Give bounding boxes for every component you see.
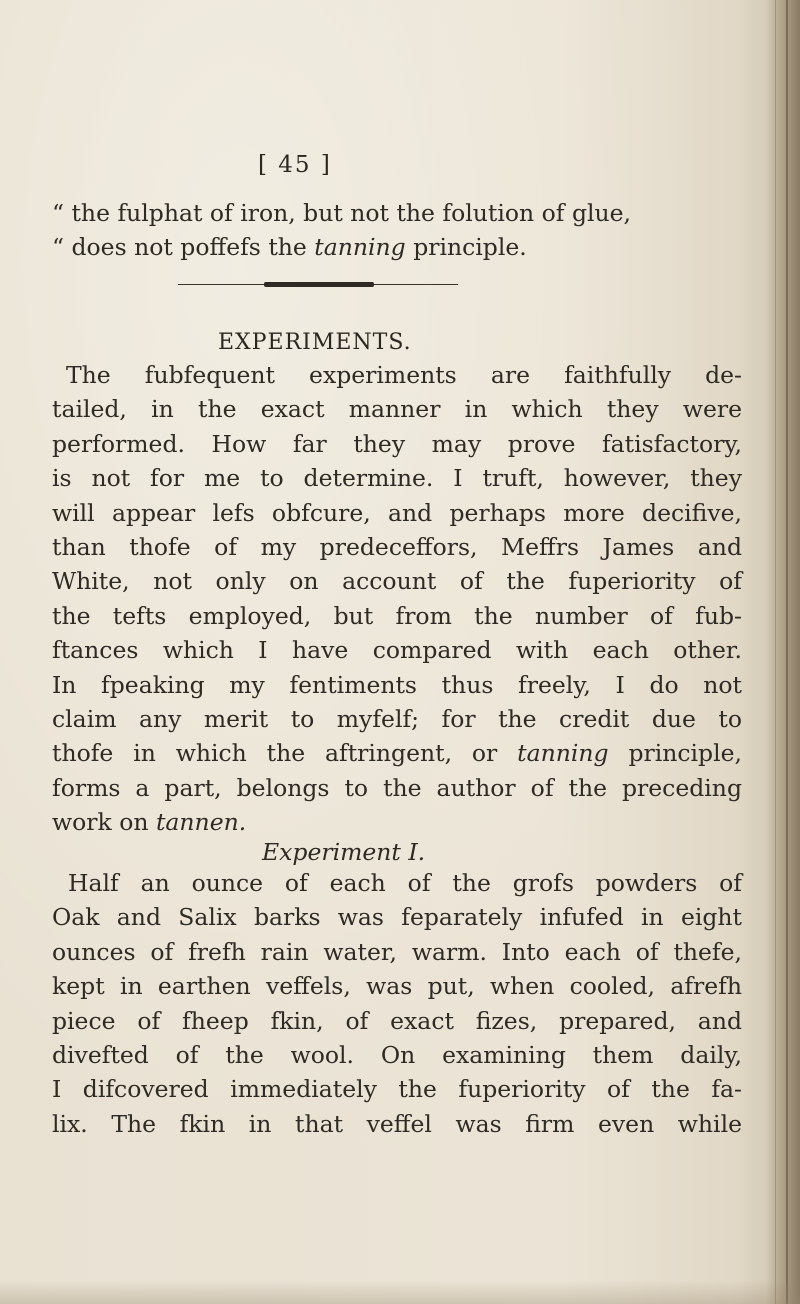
paragraph-line: Half an ounce of each of the grofs powders of — [68, 869, 742, 897]
divider-thick-rule — [264, 282, 374, 287]
paragraph-line: White, not only on account of the fuperiority of — [52, 567, 742, 596]
paragraph-line: kept in earthen veffels, was put, when cooled, afrefh — [52, 972, 742, 1001]
paragraph-line: than thofe of my predeceffors, Meffrs James and — [52, 533, 742, 562]
paragraph-line: claim any merit to myfelf; for the credit due to — [52, 705, 742, 734]
paragraph-line: Oak and Salix barks was feparately infufed in eight — [52, 903, 742, 932]
intro-line — [52, 230, 742, 264]
paragraph-line: ounces of frefh rain water, warm. Into each of thefe, — [52, 937, 742, 966]
intro-line: “ the fulphat of iron, but not the folution of glue, — [52, 199, 632, 227]
paragraph-text-segment: thofe in which the aftringent, or — [52, 739, 518, 768]
intro-text — [52, 196, 742, 265]
paragraph-line: the tefts employed, but from the number of fub- — [52, 601, 742, 630]
paragraph-line: divefted of the wool. On examining them daily, — [52, 1041, 742, 1070]
paragraph-italic-word: tannen. — [155, 808, 247, 837]
intro-italic-word: tanning — [314, 233, 406, 262]
paragraph-line: is not for me to determine. I truft, however, they — [52, 464, 742, 493]
intro-text-segment: “ does not poffefs the — [52, 233, 315, 262]
paragraph-line — [52, 805, 742, 839]
section-divider — [178, 282, 458, 288]
paragraph-line: ftances which I have compared with each other. — [52, 636, 742, 665]
gutter-fold-line — [775, 0, 776, 1304]
paragraph-line: In fpeaking my fentiments thus freely, I do not — [52, 670, 742, 699]
paragraph-line: forms a part, belongs to the author of the preceding — [52, 773, 742, 802]
experiment-heading: Experiment I. — [262, 838, 426, 866]
paragraph-line: will appear lefs obfcure, and perhaps more decifive, — [52, 498, 742, 527]
paragraph-experiment — [52, 866, 742, 1141]
paragraph-line: tailed, in the exact manner in which they were — [52, 395, 742, 424]
paragraph-line: lix. The fkin in that veffel was firm even while — [52, 1109, 742, 1138]
paragraph-line — [52, 736, 742, 770]
paragraph-text-segment: principle, — [608, 739, 742, 768]
section-heading: EXPERIMENTS. — [218, 330, 412, 355]
paragraph-italic-word: tanning — [517, 739, 609, 768]
page-bottom-edge — [0, 1280, 800, 1304]
page-number: [ 45 ] — [258, 152, 332, 178]
paragraph-text-segment: work on — [52, 808, 156, 837]
paragraph-line: performed. How far they may prove fatisfactory, — [52, 429, 742, 458]
paragraph-line: The fubfequent experiments are faithfully de- — [66, 361, 742, 389]
page-gutter-shadow — [766, 0, 800, 1304]
paragraph-intro — [52, 358, 742, 840]
intro-text-segment: principle. — [405, 233, 527, 262]
gutter-fold-line — [786, 0, 788, 1304]
paragraph-line: I difcovered immediately the fuperiority of the fa- — [52, 1075, 742, 1104]
paragraph-line: piece of fheep fkin, of exact fizes, prepared, and — [52, 1006, 742, 1035]
